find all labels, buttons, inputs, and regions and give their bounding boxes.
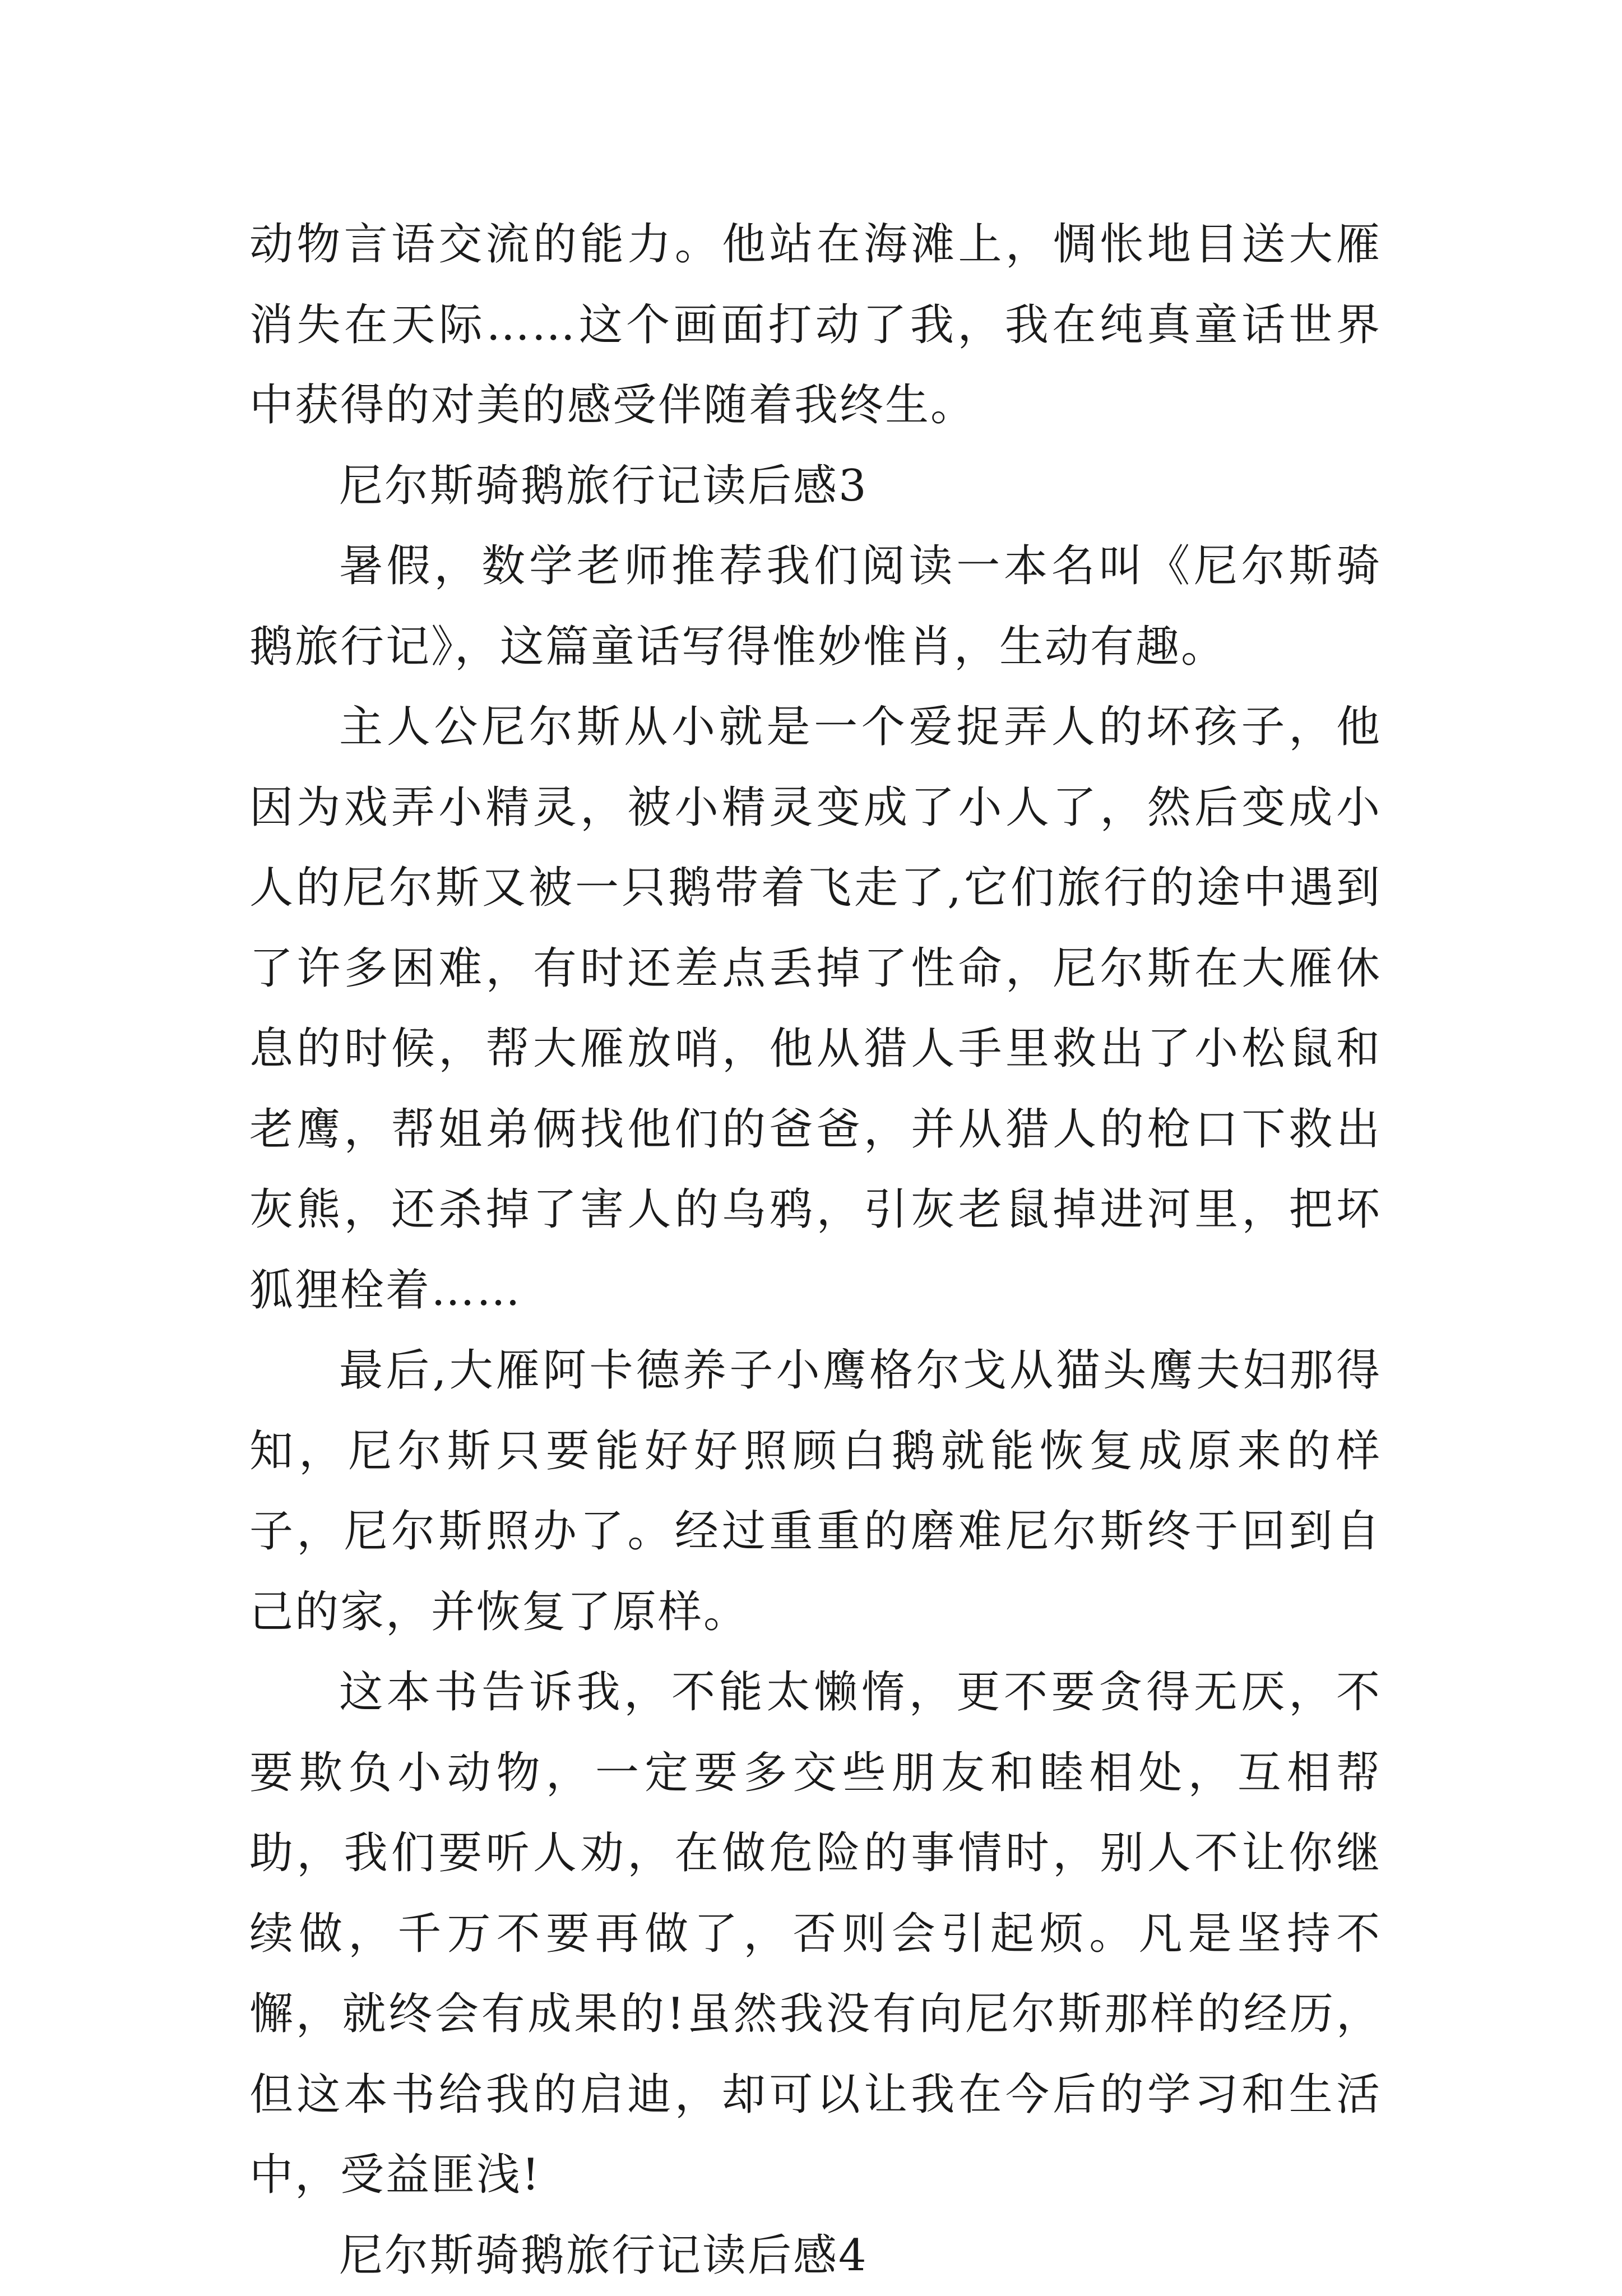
paragraph-continued: 动物言语交流的能力。他站在海滩上，惆怅地目送大雁消失在天际……这个画面打动了我，我在纯真童话世界中获得的对美的感受伴随着我终生。 <box>249 205 1382 446</box>
paragraph: 暑假，数学老师推荐我们阅读一本名叫《尼尔斯骑鹅旅行记》，这篇童话写得惟妙惟肖，生动有趣。 <box>249 526 1382 687</box>
paragraph: 这本书告诉我，不能太懒惰，更不要贪得无厌，不要欺负小动物，一定要多交些朋友和睦相处，互相帮助，我们要听人劝，在做危险的事情时，别人不让你继续做，千万不要再做了，否则会引起烦。凡是坚持不懈，就终会有成果的!虽然我没有向尼尔斯那样的经历，但这本书给我的启迪，却可以让我在今后的学习和生活中，受益匪浅! <box>249 1652 1382 2216</box>
paragraph: 主人公尼尔斯从小就是一个爱捉弄人的坏孩子，他因为戏弄小精灵，被小精灵变成了小人了，然后变成小人的尼尔斯又被一只鹅带着飞走了,它们旅行的途中遇到了许多困难，有时还差点丢掉了性命，尼尔斯在大雁休息的时候，帮大雁放哨，他从猎人手里救出了小松鼠和老鹰，帮姐弟俩找他们的爸爸，并从猎人的枪口下救出灰熊，还杀掉了害人的乌鸦，引灰老鼠掉进河里，把坏狐狸栓着…… <box>249 687 1382 1331</box>
section-heading-4: 尼尔斯骑鹅旅行记读后感4 <box>249 2216 1382 2296</box>
paragraph: 最后,大雁阿卡德养子小鹰格尔戈从猫头鹰夫妇那得知，尼尔斯只要能好好照顾白鹅就能恢复成原来的样子，尼尔斯照办了。经过重重的磨难尼尔斯终于回到自己的家，并恢复了原样。 <box>249 1331 1382 1652</box>
section-heading-3: 尼尔斯骑鹅旅行记读后感3 <box>249 446 1382 527</box>
document-body <box>249 205 1382 2296</box>
